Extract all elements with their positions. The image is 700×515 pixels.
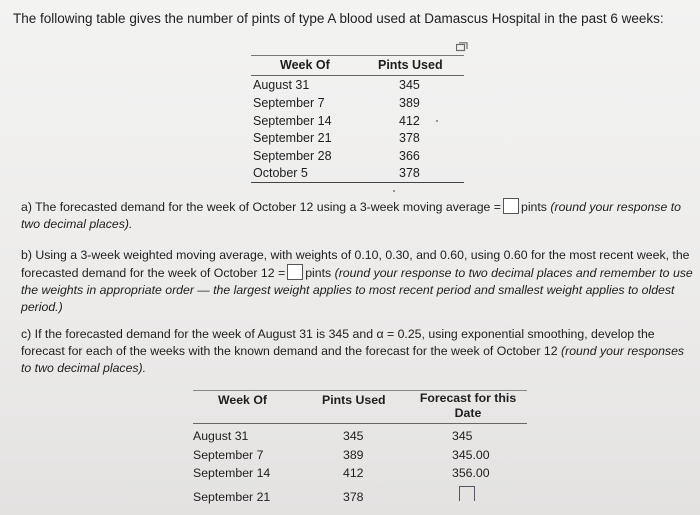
header-week-of: Week Of <box>280 58 330 72</box>
header-pints-used: Pints Used <box>378 58 443 72</box>
week-cell: September 28 <box>253 149 332 163</box>
header-week-of: Week Of <box>218 393 267 407</box>
table-row <box>253 149 463 167</box>
question-c <box>21 326 693 377</box>
week-cell: September 14 <box>253 114 332 128</box>
forecast-cell: 356.00 <box>452 466 490 480</box>
table-row <box>253 78 463 96</box>
answer-a-input[interactable] <box>503 198 519 214</box>
table-row <box>193 429 527 447</box>
week-cell: September 14 <box>193 466 271 480</box>
forecast-answer-input[interactable] <box>459 486 475 501</box>
week-cell: August 31 <box>193 429 249 443</box>
question-c-text: c) If the forecasted demand for the week of August 31 is 345 and α = 0.25, using exponential smoothing, develop the forecast for each of the weeks with the known demand and the forecast for the week of October 12 <box>21 327 655 358</box>
table-row <box>193 490 527 508</box>
question-b <box>21 247 693 316</box>
speck <box>436 120 438 122</box>
speck <box>393 190 395 192</box>
question-a-instruction: (round your response to two decimal places). <box>21 200 681 231</box>
pints-cell: 378 <box>399 166 420 180</box>
pints-cell: 378 <box>399 131 420 145</box>
question-b-text: b) Using a 3-week weighted moving average, with weights of 0.10, 0.30, and 0.60, using 0.60 for the most recent week, the forecasted demand for the week of October 12 = <box>21 248 690 280</box>
week-cell: September 7 <box>253 96 325 110</box>
question-b-unit: pints <box>305 266 332 280</box>
table-row <box>193 448 527 466</box>
week-cell: August 31 <box>253 78 310 92</box>
header-forecast-line1: Forecast for this <box>419 391 517 405</box>
header-forecast <box>413 391 523 421</box>
pints-cell: 389 <box>399 96 420 110</box>
forecast-cell: 345 <box>452 429 473 443</box>
week-cell: September 21 <box>193 490 271 504</box>
table-rule-header <box>193 423 527 424</box>
pints-cell: 345 <box>399 78 420 92</box>
week-cell: September 21 <box>253 131 332 145</box>
pints-cell: 366 <box>399 149 420 163</box>
header-pints-used: Pints Used <box>322 393 386 407</box>
table-rule-top <box>251 55 464 56</box>
answer-b-input[interactable] <box>287 264 303 280</box>
question-a-text: a) The forecasted demand for the week of October 12 using a 3-week moving average = <box>21 200 501 214</box>
table-row <box>193 466 527 484</box>
question-c-instruction: (round your responses to two decimal places). <box>21 344 685 375</box>
question-b-instruction: (round your response to two decimal places and remember to use the weights in appropriate order — the largest weight applies to most recent period and smallest weight applies to oldest period.) <box>21 266 693 314</box>
question-a-unit: pints <box>520 200 547 214</box>
table-rule-header <box>251 75 464 76</box>
table-row <box>253 131 463 149</box>
week-cell: October 5 <box>253 166 308 180</box>
pints-cell: 389 <box>343 448 364 462</box>
copy-icon[interactable] <box>456 42 468 53</box>
week-cell: September 7 <box>193 448 264 462</box>
pints-cell: 412 <box>399 114 420 128</box>
forecast-cell: 345.00 <box>452 448 490 462</box>
header-forecast-line2: Date <box>454 406 482 420</box>
pints-cell: 412 <box>343 466 364 480</box>
table-row <box>253 96 463 114</box>
pints-cell: 378 <box>343 490 364 504</box>
intro-text: The following table gives the number of pints of type A blood used at Damascus Hospital in the past 6 weeks: <box>13 11 664 26</box>
question-a <box>21 198 693 233</box>
pints-cell: 345 <box>343 429 364 443</box>
table-rule-bottom <box>251 182 464 183</box>
table-row <box>253 114 463 132</box>
